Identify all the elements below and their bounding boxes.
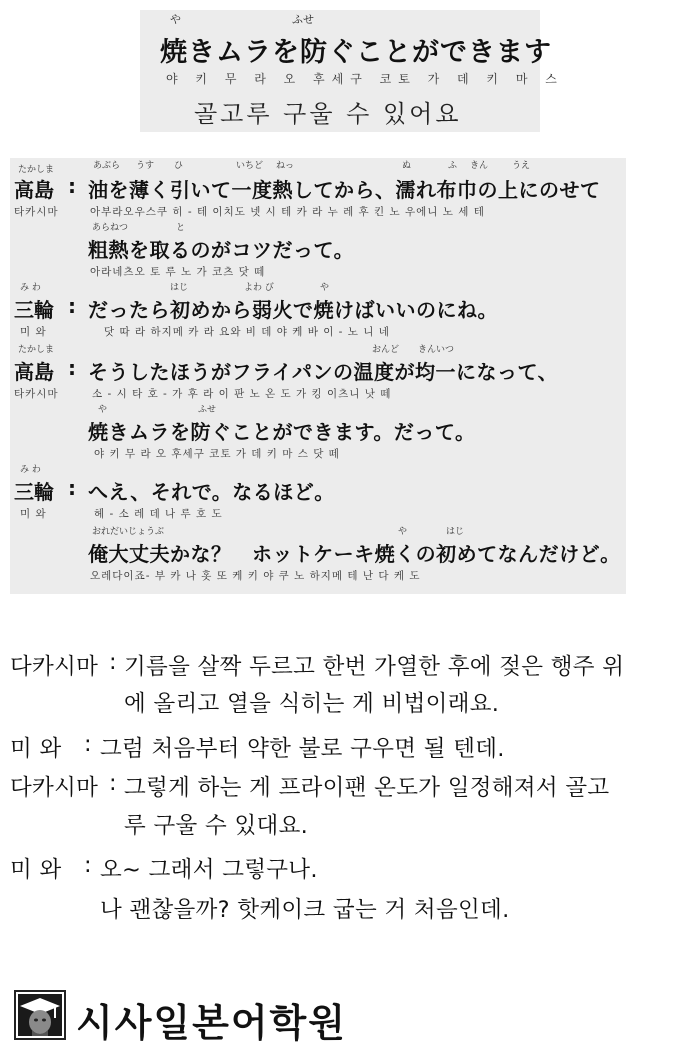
speaker-name: 三輪 — [14, 480, 54, 504]
colon: : — [68, 174, 76, 198]
translation-colon: : — [109, 649, 117, 675]
ruby: ふ — [448, 161, 458, 171]
translation-line: 루 구울 수 있대요. — [124, 813, 309, 839]
title-furigana-fuse: ふせ — [292, 13, 314, 26]
academy-logo-text: 시사일본어학원 — [76, 1001, 347, 1045]
speaker-reading: 미 와 — [20, 326, 47, 338]
ruby: きんいつ — [418, 345, 455, 355]
translation-line: 그렇게 하는 게 프라이팬 온도가 일정해져서 골고 — [124, 775, 610, 801]
ruby: はじ — [170, 283, 189, 293]
title-furigana-ya: や — [170, 13, 181, 26]
ruby: ぬ — [402, 161, 412, 171]
dialogue-line-jp: 俺大丈夫かな？ ホットケーキ焼くの初めてなんだけど。 — [88, 542, 621, 566]
speaker-ruby: たかしま — [18, 165, 55, 175]
speaker-name: 高島 — [14, 178, 54, 202]
ruby: や — [398, 527, 408, 537]
translation-line: 그럼 처음부터 약한 불로 구우면 될 텐데. — [100, 736, 505, 762]
speaker-ruby: み わ — [20, 465, 41, 475]
translation-line: 에 올리고 열을 식히는 게 비법이래요. — [124, 691, 500, 717]
dialogue-line-reading: 소 - 시 타 호 - 가 후 라 이 판 노 온 도 가 킹 이츠니 낫 떼 — [92, 388, 392, 400]
ruby: おんど — [372, 345, 400, 355]
translation-speaker: 다카시마 — [10, 654, 99, 680]
translation-speaker: 미 와 — [10, 857, 62, 883]
colon: : — [68, 476, 76, 500]
translation-colon: : — [84, 731, 92, 757]
translation-speaker: 다카시마 — [10, 775, 99, 801]
ruby: うえ — [512, 161, 531, 171]
colon: : — [68, 294, 76, 318]
speaker-reading: 미 와 — [20, 508, 47, 520]
ruby: と — [176, 223, 186, 233]
colon: : — [68, 356, 76, 380]
ruby: ひ — [174, 161, 184, 171]
speaker-reading: 타카시마 — [14, 388, 59, 400]
title-japanese: 焼きムラを防ぐことができます — [160, 37, 552, 68]
translation-colon: : — [84, 852, 92, 878]
speaker-reading: 타카시마 — [14, 206, 59, 218]
dialogue-line-reading: 아부라오우스쿠 히 - 테 이치도 넷 시 테 카 라 누 레 후 킨 노 우에니 노 세 테 — [90, 206, 485, 218]
dialogue-line-jp: 粗熱を取るのがコツだって。 — [88, 238, 355, 262]
dialogue-line-reading: 오레다이죠- 부 카 나 홋 또 케 키 야 쿠 노 하지메 테 난 다 케 도 — [90, 570, 421, 582]
ruby: あらねつ — [92, 223, 129, 233]
title-korean: 골고루 구울 수 있어요 — [194, 100, 462, 128]
dialogue-line-jp: だったら初めから弱火で焼けばいいのにね。 — [88, 298, 498, 322]
ruby: や — [98, 405, 108, 415]
translation-line: 오~ 그래서 그렇구나. — [100, 857, 318, 883]
dialogue-line-reading: 야 키 무 라 오 후세구 코토 가 데 키 마 스 닷 떼 — [94, 448, 340, 460]
dialogue-line-jp: 焼きムラを防ぐことができます。だって。 — [88, 420, 476, 444]
speaker-name: 高島 — [14, 360, 54, 384]
ruby: よわ び — [244, 283, 274, 293]
title-reading: 야 키 무 라 오 후세구 코토 가 데 키 마 스 — [166, 72, 564, 86]
speaker-name: 三輪 — [14, 298, 54, 322]
dialogue-line-reading: 아라네츠오 토 루 노 가 코츠 닷 떼 — [90, 266, 266, 278]
translation-colon: : — [109, 770, 117, 796]
translation-line: 나 괜찮을까? 핫케이크 굽는 거 처음인데. — [100, 897, 510, 923]
speaker-ruby: み わ — [20, 283, 41, 293]
translation-speaker: 미 와 — [10, 736, 62, 762]
ruby: はじ — [446, 527, 465, 537]
speaker-ruby: たかしま — [18, 345, 55, 355]
ruby: あぶら — [93, 161, 121, 171]
dialogue-line-reading: 헤 - 소 레 데 나 루 호 도 — [94, 508, 223, 520]
ruby: ふせ — [198, 405, 217, 415]
ruby: や — [320, 283, 330, 293]
translation-line: 기름을 살짝 두르고 한번 가열한 후에 젖은 행주 위 — [124, 654, 625, 680]
academy-logo-icon — [14, 990, 66, 1040]
ruby: きん — [470, 161, 489, 171]
dialogue-line-jp: そうしたほうがフライパンの温度が均一になって、 — [88, 360, 559, 384]
dialogue-line-reading: 닷 따 라 하지메 카 라 요와 비 데 야 케 바 이 - 노 니 네 — [104, 326, 390, 338]
dialogue-line-jp: へえ、それで。なるほど。 — [88, 480, 335, 504]
dialogue-line-jp: 油を薄く引いて一度熱してから、濡れ布巾の上にのせて — [88, 178, 601, 202]
ruby: うす — [136, 161, 155, 171]
ruby: おれだいじょうぶ — [92, 527, 165, 537]
ruby: いちど — [236, 161, 264, 171]
ruby: ねっ — [276, 161, 295, 171]
